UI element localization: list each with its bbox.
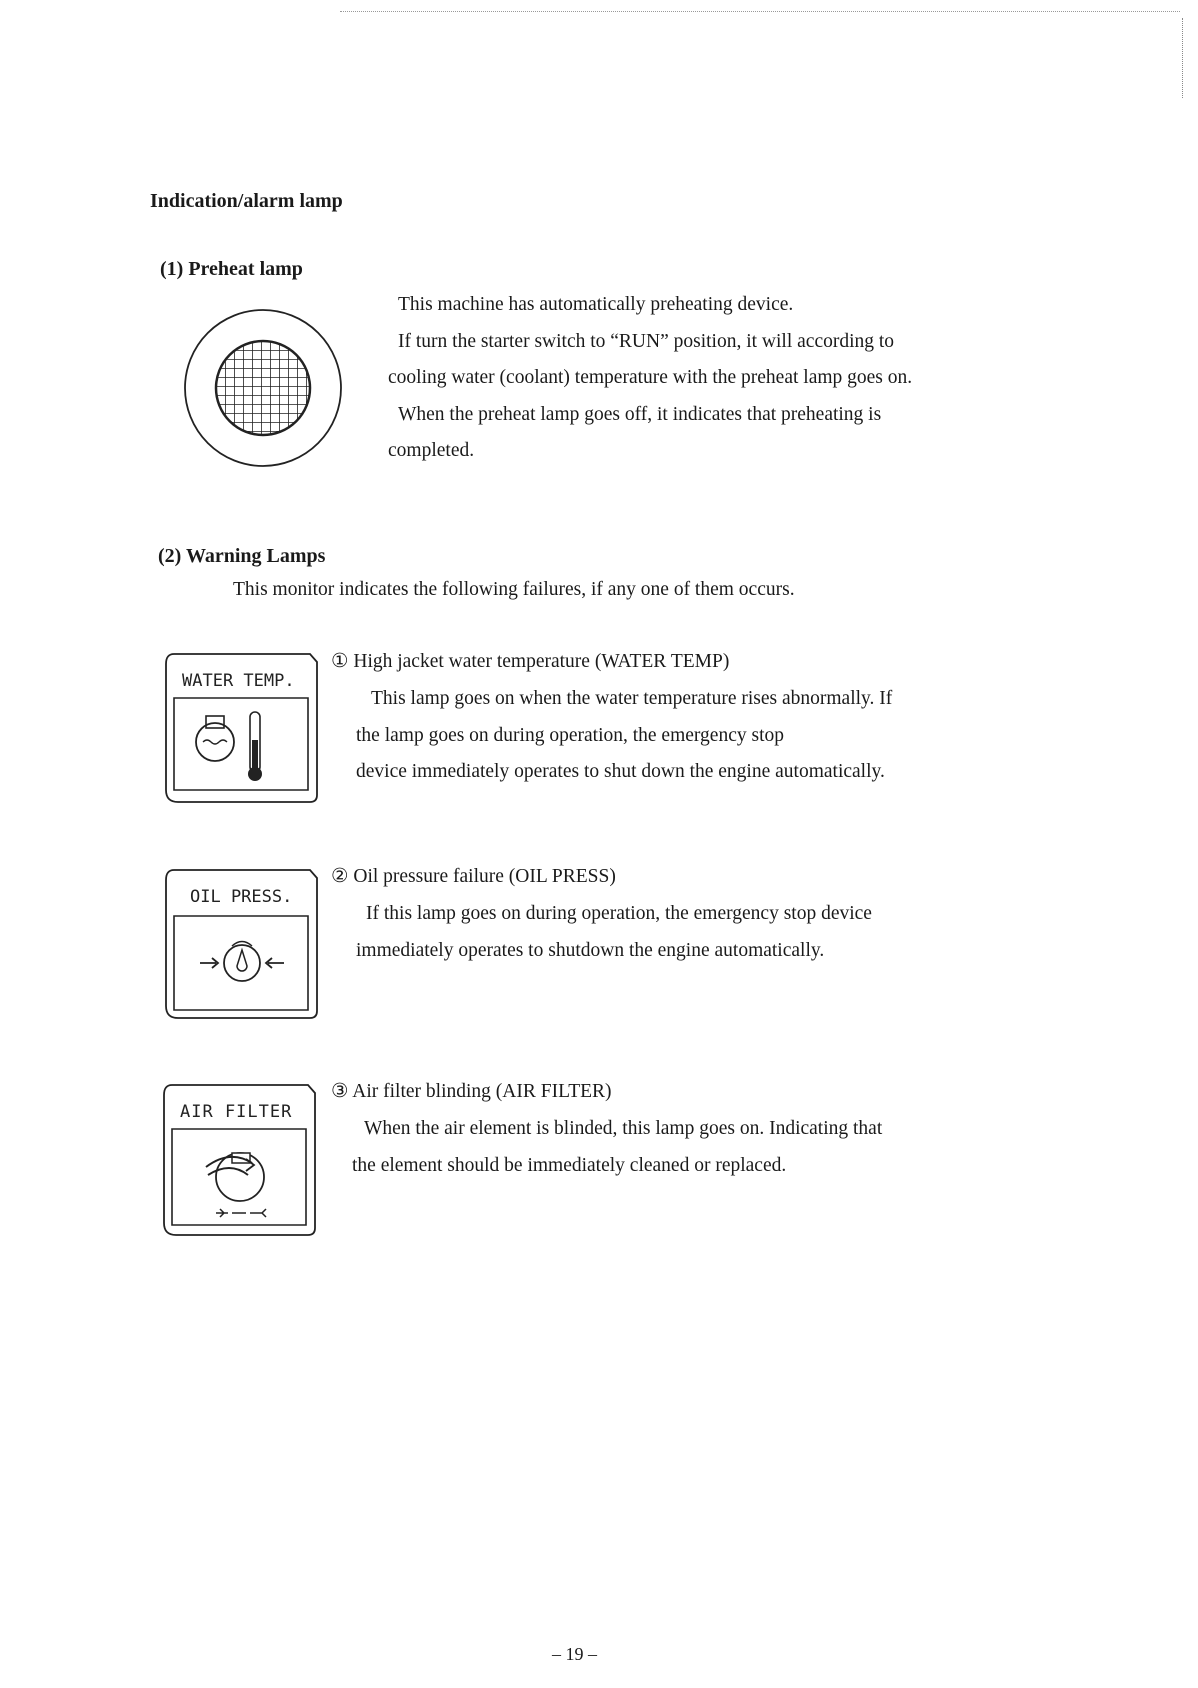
page-number: – 19 – — [552, 1644, 597, 1664]
air-filter-line: When the air element is blinded, this lamp goes on. Indicating that — [364, 1118, 883, 1139]
preheat-lamp-icon — [180, 305, 346, 471]
scan-edge-mark — [1182, 18, 1184, 98]
water-temp-panel-label: WATER TEMP. — [182, 671, 295, 691]
preheat-line: This machine has automatically preheating device. — [398, 294, 794, 315]
oil-press-panel-label: OIL PRESS. — [190, 887, 293, 907]
water-temp-line: the lamp goes on during operation, the emergency stop — [356, 724, 784, 746]
oil-press-title: ② Oil pressure failure (OIL PRESS) — [331, 866, 616, 887]
water-temp-line: This lamp goes on when the water temperature rises abnormally. If — [371, 688, 893, 709]
oil-press-panel — [160, 866, 320, 1026]
air-filter-line: the element should be immediately cleaned or replaced. — [352, 1154, 787, 1176]
preheat-line: cooling water (coolant) temperature with the preheat lamp goes on. — [388, 367, 913, 388]
water-temp-title: ① High jacket water temperature (WATER TEMP) — [331, 651, 730, 672]
oil-pressure-icon — [200, 942, 284, 982]
oil-press-line: If this lamp goes on during operation, the emergency stop device — [366, 903, 872, 924]
thermometer-icon — [196, 712, 262, 781]
oil-press-line: immediately operates to shutdown the engine automatically. — [356, 939, 825, 961]
scan-border-line — [340, 11, 1180, 12]
water-temp-panel — [160, 650, 320, 810]
air-filter-icon — [206, 1153, 266, 1217]
preheat-line: If turn the starter switch to “RUN” position, it will according to — [398, 330, 895, 352]
water-temp-text — [356, 681, 1056, 791]
warning-heading: (2) Warning Lamps — [158, 545, 326, 567]
preheat-heading: (1) Preheat lamp — [160, 258, 303, 280]
oil-press-text — [356, 896, 1056, 969]
air-filter-title: ③ Air filter blinding (AIR FILTER) — [331, 1081, 612, 1102]
water-temp-line: device immediately operates to shut down the engine automatically. — [356, 761, 885, 782]
air-filter-text — [352, 1111, 1052, 1184]
preheat-text — [388, 287, 1038, 470]
section-title: Indication/alarm lamp — [150, 190, 343, 212]
preheat-line: When the preheat lamp goes off, it indicates that preheating is — [398, 403, 882, 425]
warning-intro: This monitor indicates the following failures, if any one of them occurs. — [233, 579, 795, 600]
preheat-line: completed. — [388, 440, 475, 461]
air-filter-panel-label: AIR FILTER — [180, 1102, 293, 1122]
air-filter-panel — [158, 1081, 320, 1245]
